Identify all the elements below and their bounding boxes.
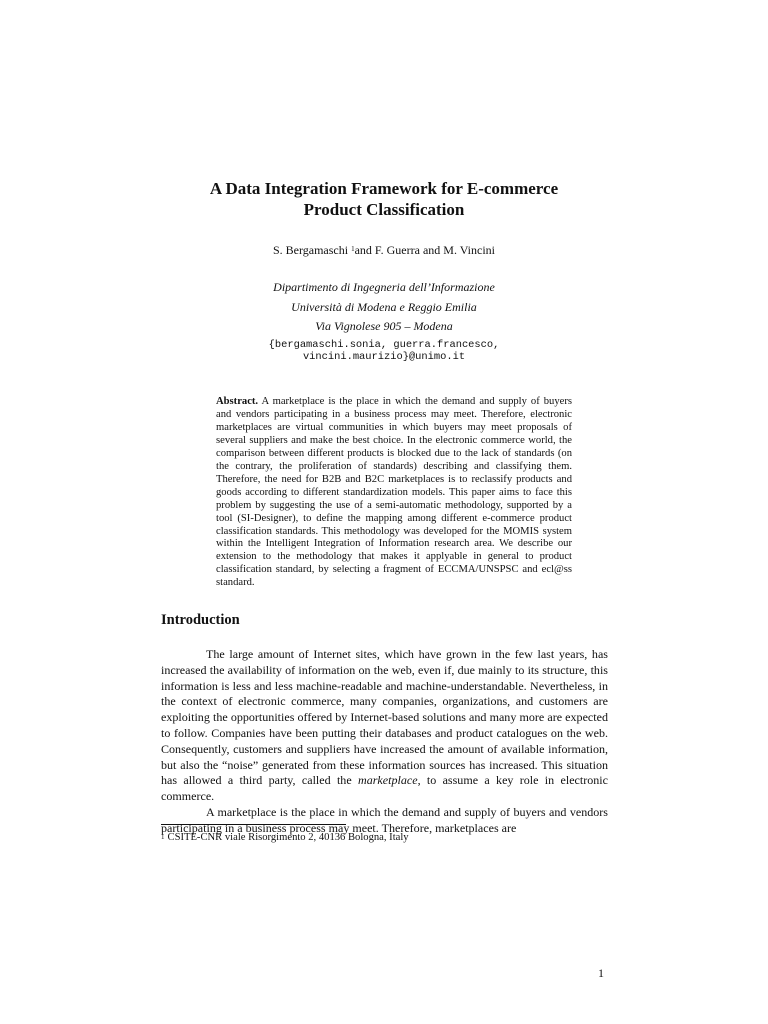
footnote-text: CSITE-CNR viale Risorgimento 2, 40136 Bologna, Italy <box>167 832 409 843</box>
page-number: 1 <box>598 966 604 980</box>
footnote-mark: 1 <box>161 833 165 841</box>
abstract-label: Abstract. <box>216 396 259 407</box>
affiliation-line-1: Dipartimento di Ingegneria dell’Informazione <box>273 280 495 294</box>
footnote <box>161 831 409 844</box>
author-list <box>160 243 608 258</box>
abstract <box>216 396 572 590</box>
paper-title <box>160 178 608 220</box>
paragraph-1-end: , to assume a key role in electronic commerce. <box>161 773 608 804</box>
title-line-1: A Data Integration Framework for E-commerce <box>209 179 559 198</box>
paragraph-1-italic-term: marketplace <box>358 773 418 788</box>
affiliation <box>160 278 608 337</box>
email-line-1: {bergamaschi.sonia, guerra.francesco, <box>268 339 500 351</box>
author-name-1: S. Bergamaschi <box>272 243 352 257</box>
affiliation-line-3: Via Vignolese 905 – Modena <box>315 319 453 334</box>
paragraph-2: A marketplace is the place in which the demand and supply of buyers and vendors participating in a business process may meet. Therefore, marketplaces are <box>161 804 608 835</box>
author-names-2: and F. Guerra and M. Vincini <box>354 243 495 257</box>
author-emails <box>160 339 608 363</box>
abstract-text: A marketplace is the place in which the demand and supply of buyers and vendors participating in a business process may meet. Therefore, electronic marketplaces are virtual communities in which buyers may meet proposals of several suppliers and make the best choice. In the electronic commerce world, the comparison between different products is blocked due to the lack of standards (on the contrary, the proliferation of standards) describing and classifying them. Therefore, the need for B2B and B2C marketplaces is to reclassify products and goods according to different standardization models. This paper aims to face this problem by suggesting the use of a semi-automatic methodology, supported by a tool (SI-Designer), to define the mapping among different e-commerce product classification standards. This methodology was developed for the MOMIS system within the Intelligent Integration of Information research area. We describe our extension to the methodology that makes it applyable in general to product classification standard, by selecting a fragment of ECCMA/UNSPSC and ecl@ss standard. <box>216 396 572 589</box>
paragraph-1 <box>161 647 608 805</box>
title-line-2: Product Classification <box>303 200 465 219</box>
footnote-separator <box>161 824 346 825</box>
section-heading-introduction: Introduction <box>161 612 240 628</box>
affiliation-line-2: Università di Modena e Reggio Emilia <box>291 299 477 314</box>
email-line-2: vincini.maurizio}@unimo.it <box>302 351 466 363</box>
introduction-body <box>161 647 608 837</box>
paragraph-1-text: The large amount of Internet sites, which have grown in the few last years, has increased the availability of information on the web, even if, due mainly to its structure, this information is less and less machine-readable and machine-understandable. Nevertheless, in the context of electronic commerce, many companies, organizations, and customers are exploiting the opportunities offered by Internet-based solutions and many more are expected to follow. Companies have been putting their databases and product catalogues on the web. Consequently, customers and suppliers have increased the amount of available information, but also the “noise” generated from these information sources has increased. This situation has allowed a third party, called the <box>161 647 608 788</box>
author-footnote-mark: 1 <box>351 245 355 253</box>
